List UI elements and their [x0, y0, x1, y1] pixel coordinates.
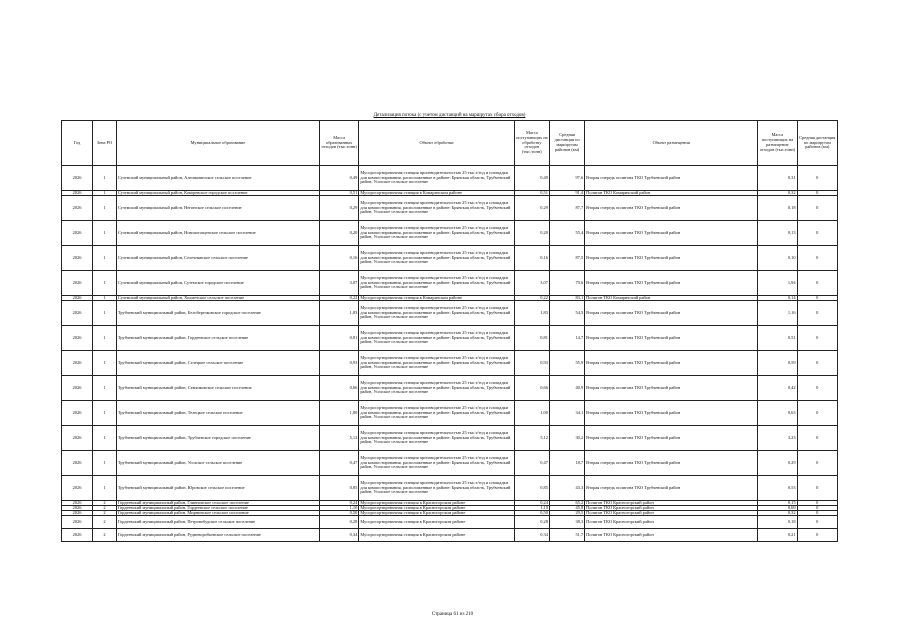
cell-year: 2026: [62, 296, 93, 301]
cell-placement-object: Вторая очередь полигона ТКО Трубчевский район: [585, 326, 758, 351]
cell-processing-object: Мусоросортировочная станция производительностью 25 тыс.т/год и площадки для компостирования, расположенные в районе: Брянская область, Трубчевский район, Усохское сельское поселение: [359, 301, 514, 326]
table-row: [62, 426, 838, 451]
cell-placement-object: Полигон ТКО Красногорский район: [585, 501, 758, 506]
cell-mass-generated: 0,16: [319, 246, 358, 271]
cell-avg-distance: 40,9: [549, 376, 584, 401]
cell-avg-distance-2: 0: [797, 376, 837, 401]
header-mass-to-processing: Масса поступающих на обработку отходов (тыс.тонн): [514, 121, 549, 166]
header-avg-distance-2: Средняя дистанция по маршрутам районов (км): [797, 121, 837, 166]
cell-avg-distance-2: 0: [797, 166, 837, 191]
cell-avg-distance-2: 0: [797, 221, 837, 246]
cell-avg-distance-2: 0: [797, 246, 837, 271]
cell-year: 2026: [62, 516, 93, 529]
cell-municipality: Трубчевский муниципальный район, Трубчевское городское поселение: [116, 426, 319, 451]
cell-municipality: Суземский муниципальный район, Алешковичское сельское поселение: [116, 166, 319, 191]
cell-mass-to-processing: 0,20: [514, 221, 549, 246]
cell-processing-object: Мусоросортировочная станция в Красногорском районе: [359, 506, 514, 511]
cell-avg-distance-2: 0: [797, 476, 837, 501]
cell-mass-to-processing: 0,22: [514, 296, 549, 301]
cell-zone: 1: [93, 196, 117, 221]
cell-processing-object: Мусоросортировочная станция производительностью 25 тыс.т/год и площадки для компостирования, расположенные в районе: Брянская область, Трубчевский район, Усохское сельское поселение: [359, 166, 514, 191]
cell-mass-to-processing: 0,16: [514, 246, 549, 271]
cell-avg-distance-2: 0: [797, 529, 837, 542]
cell-mass-to-placement: 0,29: [758, 451, 797, 476]
cell-year: 2026: [62, 529, 93, 542]
cell-mass-to-processing: 0,66: [514, 376, 549, 401]
cell-placement-object: Вторая очередь полигона ТКО Трубчевский район: [585, 476, 758, 501]
cell-placement-object: Вторая очередь полигона ТКО Трубчевский район: [585, 426, 758, 451]
cell-avg-distance-2: 0: [797, 511, 837, 516]
header-avg-distance: Средняя дистанция по маршрутам районов (км): [549, 121, 584, 166]
cell-mass-generated: 5,12: [319, 426, 358, 451]
table-row: [62, 326, 838, 351]
cell-avg-distance: 14,7: [549, 326, 584, 351]
cell-mass-to-placement: 0,69: [758, 506, 797, 511]
cell-year: 2026: [62, 476, 93, 501]
cell-mass-to-processing: 3,07: [514, 271, 549, 296]
cell-avg-distance-2: 0: [797, 301, 837, 326]
cell-mass-to-processing: 0,34: [514, 529, 549, 542]
cell-municipality: Суземский муниципальный район, Кокоревское городское поселение: [116, 191, 319, 196]
cell-mass-to-processing: 0,93: [514, 351, 549, 376]
cell-processing-object: Мусоросортировочная станция в Комаричском районе: [359, 191, 514, 196]
detail-table: [61, 120, 838, 542]
cell-avg-distance: 65,2: [549, 501, 584, 506]
header-zone: Зона РО: [93, 121, 117, 166]
cell-placement-object: Полигон ТКО Красногорский район: [585, 511, 758, 516]
cell-processing-object: Мусоросортировочная станция производительностью 25 тыс.т/год и площадки для компостирования, расположенные в районе: Брянская область, Трубчевский район, Усохское сельское поселение: [359, 451, 514, 476]
cell-zone: 1: [93, 296, 117, 301]
table-row: [62, 476, 838, 501]
cell-mass-to-placement: 0,18: [758, 516, 797, 529]
cell-year: 2026: [62, 376, 93, 401]
cell-mass-generated: 0,28: [319, 516, 358, 529]
header-placement-object: Объект размещения: [585, 121, 758, 166]
cell-avg-distance-2: 0: [797, 296, 837, 301]
cell-avg-distance: 87,7: [549, 196, 584, 221]
cell-mass-to-placement: 1,94: [758, 271, 797, 296]
cell-mass-generated: 0,24: [319, 501, 358, 506]
cell-year: 2026: [62, 271, 93, 296]
cell-year: 2026: [62, 221, 93, 246]
cell-placement-object: Вторая очередь полигона ТКО Трубчевский район: [585, 246, 758, 271]
cell-zone: 1: [93, 326, 117, 351]
cell-zone: 1: [93, 426, 117, 451]
cell-zone: 1: [93, 376, 117, 401]
cell-municipality: Трубчевский муниципальный район, Усохское сельское поселение: [116, 451, 319, 476]
cell-mass-to-processing: 0,85: [514, 476, 549, 501]
cell-mass-to-placement: 0,13: [758, 221, 797, 246]
cell-avg-distance-2: 0: [797, 191, 837, 196]
cell-placement-object: Вторая очередь полигона ТКО Трубчевский район: [585, 196, 758, 221]
cell-municipality: Гордеевский муниципальный район, Петровобудское сельское поселение: [116, 516, 319, 529]
cell-year: 2026: [62, 401, 93, 426]
header-municipality: Муниципальное образование: [116, 121, 319, 166]
cell-year: 2026: [62, 511, 93, 516]
cell-avg-distance-2: 0: [797, 351, 837, 376]
cell-avg-distance: 43,3: [549, 476, 584, 501]
cell-processing-object: Мусоросортировочная станция производительностью 25 тыс.т/год и площадки для компостирования, расположенные в районе: Брянская область, Трубчевский район, Усохское сельское поселение: [359, 426, 514, 451]
cell-avg-distance: 30,2: [549, 426, 584, 451]
cell-avg-distance: 34,1: [549, 401, 584, 426]
cell-year: 2026: [62, 426, 93, 451]
cell-municipality: Суземский муниципальный район, Негинское сельское поселение: [116, 196, 319, 221]
cell-municipality: Суземский муниципальный район, Холмечское сельское поселение: [116, 296, 319, 301]
cell-zone: 2: [93, 501, 117, 506]
cell-processing-object: Мусоросортировочная станция производительностью 25 тыс.т/год и площадки для компостирования, расположенные в районе: Брянская область, Трубчевский район, Усохское сельское поселение: [359, 246, 514, 271]
page-footer: Страница 61 из 210: [431, 612, 474, 617]
cell-avg-distance-2: 0: [797, 451, 837, 476]
cell-year: 2026: [62, 246, 93, 271]
cell-mass-to-processing: 0,24: [514, 501, 549, 506]
cell-processing-object: Мусоросортировочная станция производительностью 25 тыс.т/год и площадки для компостирования, расположенные в районе: Брянская область, Трубчевский район, Усохское сельское поселение: [359, 221, 514, 246]
cell-processing-object: Мусоросортировочная станция производительностью 25 тыс.т/год и площадки для компостирования, расположенные в районе: Брянская область, Трубчевский район, Усохское сельское поселение: [359, 401, 514, 426]
cell-processing-object: Мусоросортировочная станция в Красногорском районе: [359, 516, 514, 529]
cell-zone: 1: [93, 166, 117, 191]
cell-mass-generated: 0,85: [319, 476, 358, 501]
cell-zone: 1: [93, 401, 117, 426]
cell-mass-to-placement: 0,15: [758, 501, 797, 506]
cell-municipality: Трубчевский муниципальный район, Телецкое сельское поселение: [116, 401, 319, 426]
cell-mass-to-processing: 0,28: [514, 516, 549, 529]
cell-mass-generated: 0,51: [319, 191, 358, 196]
cell-zone: 2: [93, 506, 117, 511]
cell-avg-distance: 83,1: [549, 296, 584, 301]
cell-processing-object: Мусоросортировочная станция в Красногорском районе: [359, 501, 514, 506]
header-mass-generated: Масса образованных отходов (тыс.тонн): [319, 121, 358, 166]
cell-avg-distance-2: 0: [797, 196, 837, 221]
table-row: [62, 451, 838, 476]
table-row: [62, 529, 838, 542]
cell-zone: 2: [93, 516, 117, 529]
cell-processing-object: Мусоросортировочная станция производительностью 25 тыс.т/год и площадки для компостирования, расположенные в районе: Брянская область, Трубчевский район, Усохское сельское поселение: [359, 351, 514, 376]
table-row: [62, 401, 838, 426]
cell-processing-object: Мусоросортировочная станция производительностью 25 тыс.т/год и площадки для компостирования, расположенные в районе: Брянская область, Трубчевский район, Усохское сельское поселение: [359, 326, 514, 351]
cell-mass-to-processing: 1,83: [514, 301, 549, 326]
cell-mass-to-processing: 0,49: [514, 166, 549, 191]
cell-placement-object: Полигон ТКО Комаричский район: [585, 191, 758, 196]
cell-mass-generated: 0,20: [319, 221, 358, 246]
cell-mass-generated: 0,47: [319, 451, 358, 476]
cell-mass-to-placement: 1,16: [758, 301, 797, 326]
cell-mass-to-placement: 0,32: [758, 511, 797, 516]
cell-mass-to-placement: 0,51: [758, 326, 797, 351]
cell-placement-object: Вторая очередь полигона ТКО Трубчевский район: [585, 451, 758, 476]
cell-year: 2026: [62, 351, 93, 376]
header-processing-object: Объект обработки: [359, 121, 514, 166]
cell-avg-distance: 79,6: [549, 271, 584, 296]
cell-municipality: Трубчевский муниципальный район, Селецкое сельское поселение: [116, 351, 319, 376]
cell-municipality: Суземский муниципальный район, Суземское городское поселение: [116, 271, 319, 296]
cell-year: 2026: [62, 501, 93, 506]
cell-avg-distance-2: 0: [797, 271, 837, 296]
cell-avg-distance-2: 0: [797, 426, 837, 451]
cell-avg-distance-2: 0: [797, 326, 837, 351]
cell-mass-generated: 0,50: [319, 511, 358, 516]
cell-year: 2026: [62, 506, 93, 511]
cell-placement-object: Вторая очередь полигона ТКО Трубчевский район: [585, 376, 758, 401]
cell-year: 2026: [62, 326, 93, 351]
cell-placement-object: Полигон ТКО Красногорский район: [585, 529, 758, 542]
cell-processing-object: Мусоросортировочная станция производительностью 25 тыс.т/год и площадки для компостирования, расположенные в районе: Брянская область, Трубчевский район, Усохское сельское поселение: [359, 196, 514, 221]
cell-placement-object: Вторая очередь полигона ТКО Трубчевский район: [585, 166, 758, 191]
cell-mass-generated: 0,93: [319, 351, 358, 376]
cell-mass-to-processing: 1,00: [514, 401, 549, 426]
cell-placement-object: Полигон ТКО Красногорский район: [585, 516, 758, 529]
cell-avg-distance-2: 0: [797, 516, 837, 529]
cell-municipality: Гордеевский муниципальный район, Мирнинское сельское поселение: [116, 511, 319, 516]
cell-zone: 2: [93, 511, 117, 516]
cell-zone: 2: [93, 529, 117, 542]
table-row: [62, 221, 838, 246]
cell-mass-to-placement: 0,10: [758, 246, 797, 271]
cell-mass-generated: 0,34: [319, 529, 358, 542]
cell-year: 2026: [62, 191, 93, 196]
cell-municipality: Трубчевский муниципальный район, Гордеевское сельское поселение: [116, 326, 319, 351]
cell-year: 2026: [62, 196, 93, 221]
table-row: [62, 351, 838, 376]
table-row: [62, 301, 838, 326]
cell-mass-generated: 1,83: [319, 301, 358, 326]
cell-avg-distance: 18,7: [549, 451, 584, 476]
cell-municipality: Трубчевский муниципальный район, Юровское сельское поселение: [116, 476, 319, 501]
cell-zone: 1: [93, 271, 117, 296]
cell-municipality: Трубчевский муниципальный район, Белоберезковское городское поселение: [116, 301, 319, 326]
cell-placement-object: Вторая очередь полигона ТКО Трубчевский район: [585, 221, 758, 246]
cell-municipality: Трубчевский муниципальный район, Семячковское сельское поселение: [116, 376, 319, 401]
cell-mass-to-processing: 1,10: [514, 506, 549, 511]
cell-processing-object: Мусоросортировочная станция производительностью 25 тыс.т/год и площадки для компостирования, расположенные в районе: Брянская область, Трубчевский район, Усохское сельское поселение: [359, 271, 514, 296]
cell-mass-to-processing: 0,29: [514, 196, 549, 221]
caption-text: Детализация потока (с учетом дистанций на маршрутах сбора отходов): [373, 113, 526, 118]
cell-mass-to-processing: 0,47: [514, 451, 549, 476]
cell-avg-distance: 55,4: [549, 221, 584, 246]
cell-processing-object: Мусоросортировочная станция в Комаричском районе: [359, 296, 514, 301]
cell-avg-distance: 87,5: [549, 246, 584, 271]
cell-zone: 1: [93, 476, 117, 501]
cell-placement-object: Вторая очередь полигона ТКО Трубчевский район: [585, 271, 758, 296]
cell-zone: 1: [93, 191, 117, 196]
cell-mass-to-placement: 0,31: [758, 166, 797, 191]
cell-municipality: Гордеевский муниципальный район, Гордеевское сельское поселение: [116, 506, 319, 511]
cell-avg-distance: 38,3: [549, 516, 584, 529]
cell-avg-distance-2: 0: [797, 506, 837, 511]
cell-mass-to-placement: 0,21: [758, 529, 797, 542]
cell-zone: 1: [93, 246, 117, 271]
cell-avg-distance: 97,6: [549, 166, 584, 191]
cell-municipality: Суземский муниципальный район, Новопогощенское сельское поселение: [116, 221, 319, 246]
cell-processing-object: Мусоросортировочная станция в Красногорском районе: [359, 511, 514, 516]
header-year: Год: [62, 121, 93, 166]
cell-year: 2026: [62, 301, 93, 326]
header-row: [62, 121, 838, 166]
cell-mass-generated: 0,49: [319, 166, 358, 191]
table-row: [62, 271, 838, 296]
cell-zone: 1: [93, 301, 117, 326]
cell-processing-object: Мусоросортировочная станция в Красногорском районе: [359, 529, 514, 542]
table-row: [62, 166, 838, 191]
header-mass-to-placement: Масса поступающих на размещение отходов (тыс.тонн): [758, 121, 797, 166]
cell-mass-to-placement: 0,53: [758, 476, 797, 501]
cell-mass-to-processing: 0,51: [514, 191, 549, 196]
cell-placement-object: Полигон ТКО Красногорский район: [585, 506, 758, 511]
cell-mass-to-processing: 5,12: [514, 426, 549, 451]
cell-mass-to-placement: 0,18: [758, 196, 797, 221]
cell-mass-to-processing: 0,81: [514, 326, 549, 351]
cell-avg-distance: 51,7: [549, 529, 584, 542]
table-row: [62, 376, 838, 401]
cell-municipality: Гордеевский муниципальный район, Рудневоробьевское сельское поселение: [116, 529, 319, 542]
cell-avg-distance: 29,5: [549, 511, 584, 516]
cell-placement-object: Полигон ТКО Комаричский район: [585, 296, 758, 301]
cell-avg-distance: 91,4: [549, 191, 584, 196]
cell-avg-distance-2: 0: [797, 501, 837, 506]
cell-placement-object: Вторая очередь полигона ТКО Трубчевский район: [585, 351, 758, 376]
cell-avg-distance: 55,9: [549, 351, 584, 376]
cell-mass-to-placement: 3,23: [758, 426, 797, 451]
table-caption: [61, 113, 838, 119]
cell-placement-object: Вторая очередь полигона ТКО Трубчевский район: [585, 301, 758, 326]
cell-mass-generated: 0,81: [319, 326, 358, 351]
cell-avg-distance: 54,5: [549, 301, 584, 326]
cell-mass-to-processing: 0,50: [514, 511, 549, 516]
cell-avg-distance: 45,8: [549, 506, 584, 511]
cell-zone: 1: [93, 351, 117, 376]
table-body: [62, 166, 838, 542]
cell-year: 2026: [62, 451, 93, 476]
cell-mass-to-placement: 0,32: [758, 191, 797, 196]
cell-mass-generated: 1,00: [319, 401, 358, 426]
cell-year: 2026: [62, 166, 93, 191]
cell-processing-object: Мусоросортировочная станция производительностью 25 тыс.т/год и площадки для компостирования, расположенные в районе: Брянская область, Трубчевский район, Усохское сельское поселение: [359, 376, 514, 401]
cell-mass-to-placement: 0,42: [758, 376, 797, 401]
cell-mass-to-placement: 0,63: [758, 401, 797, 426]
table-row: [62, 516, 838, 529]
cell-avg-distance-2: 0: [797, 401, 837, 426]
cell-municipality: Суземский муниципальный район, Селечнянское сельское поселение: [116, 246, 319, 271]
cell-zone: 1: [93, 451, 117, 476]
cell-mass-generated: 0,29: [319, 196, 358, 221]
cell-placement-object: Вторая очередь полигона ТКО Трубчевский район: [585, 401, 758, 426]
cell-mass-to-placement: 0,14: [758, 296, 797, 301]
cell-mass-generated: 0,66: [319, 376, 358, 401]
cell-processing-object: Мусоросортировочная станция производительностью 25 тыс.т/год и площадки для компостирования, расположенные в районе: Брянская область, Трубчевский район, Усохское сельское поселение: [359, 476, 514, 501]
cell-mass-generated: 0,22: [319, 296, 358, 301]
cell-mass-generated: 1,10: [319, 506, 358, 511]
table-row: [62, 196, 838, 221]
cell-municipality: Гордеевский муниципальный район, Глинновское сельское поселение: [116, 501, 319, 506]
cell-mass-to-placement: 0,59: [758, 351, 797, 376]
cell-mass-generated: 3,07: [319, 271, 358, 296]
table-row: [62, 246, 838, 271]
cell-zone: 1: [93, 221, 117, 246]
